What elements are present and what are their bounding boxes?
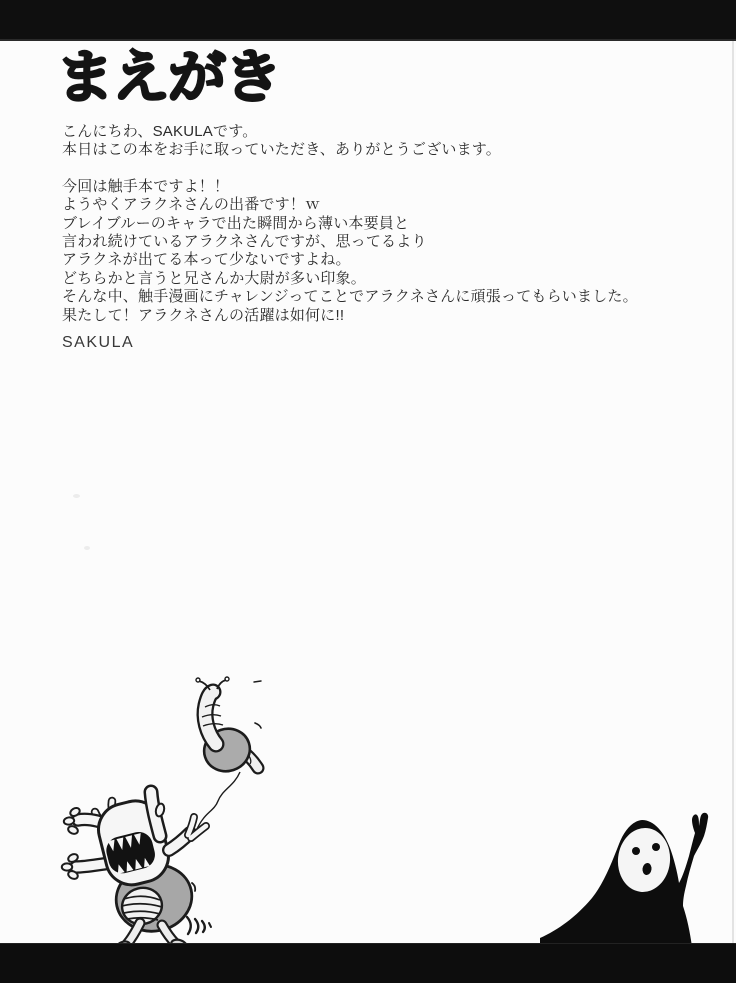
text-line: ようやくアラクネさんの出番です！ｗ: [62, 196, 321, 214]
squiggle-line: [195, 772, 240, 833]
scan-speck: [73, 494, 80, 498]
top-border-bar: [0, 0, 736, 41]
text-line: どちらかと言うと兄さんか大尉が多い印象。: [62, 269, 367, 287]
text-line: ブレイブルーのキャラで出た瞬間から薄い本要員と: [62, 214, 410, 232]
text-line: アラクネが出てる本って少ないですよね。: [62, 251, 351, 269]
text-line: 果たして！アラクネさんの活躍は如何に!!: [62, 306, 345, 324]
bug-creature: [196, 677, 261, 777]
text-line: 言われ続けているアラクネさんですが、思ってるより: [62, 233, 427, 251]
text-line: こんにちわ、SAKULAです。: [62, 123, 258, 140]
ink-fleck: [254, 681, 261, 682]
ghost-eye-right: [652, 843, 660, 851]
text-line: 本日はこの本をお手に取っていただき、ありがとうございます。: [62, 141, 502, 159]
ink-fleck: [255, 723, 261, 728]
page-title: まえがき: [55, 45, 281, 110]
body-paragraph: [62, 177, 638, 325]
text-line: 今回は触手本ですよ！！: [62, 177, 230, 195]
author-signature: SAKULA: [62, 334, 135, 352]
chibi-monster: [62, 792, 211, 955]
chibi-monster-illustration: [50, 660, 300, 960]
foreword-text: [62, 123, 638, 352]
text-line: そんな中、触手漫画にチャレンジってことでアラクネさんに頑張ってもらいました。: [62, 288, 638, 306]
scan-speck: [84, 546, 90, 550]
bottom-border-bar: [0, 943, 736, 983]
raised-arm: [151, 792, 165, 836]
ghost-blob-illustration: [540, 780, 736, 947]
greeting-paragraph: [62, 123, 622, 160]
scan-edge-line: [732, 41, 734, 943]
ghost-eye-left: [632, 847, 640, 855]
